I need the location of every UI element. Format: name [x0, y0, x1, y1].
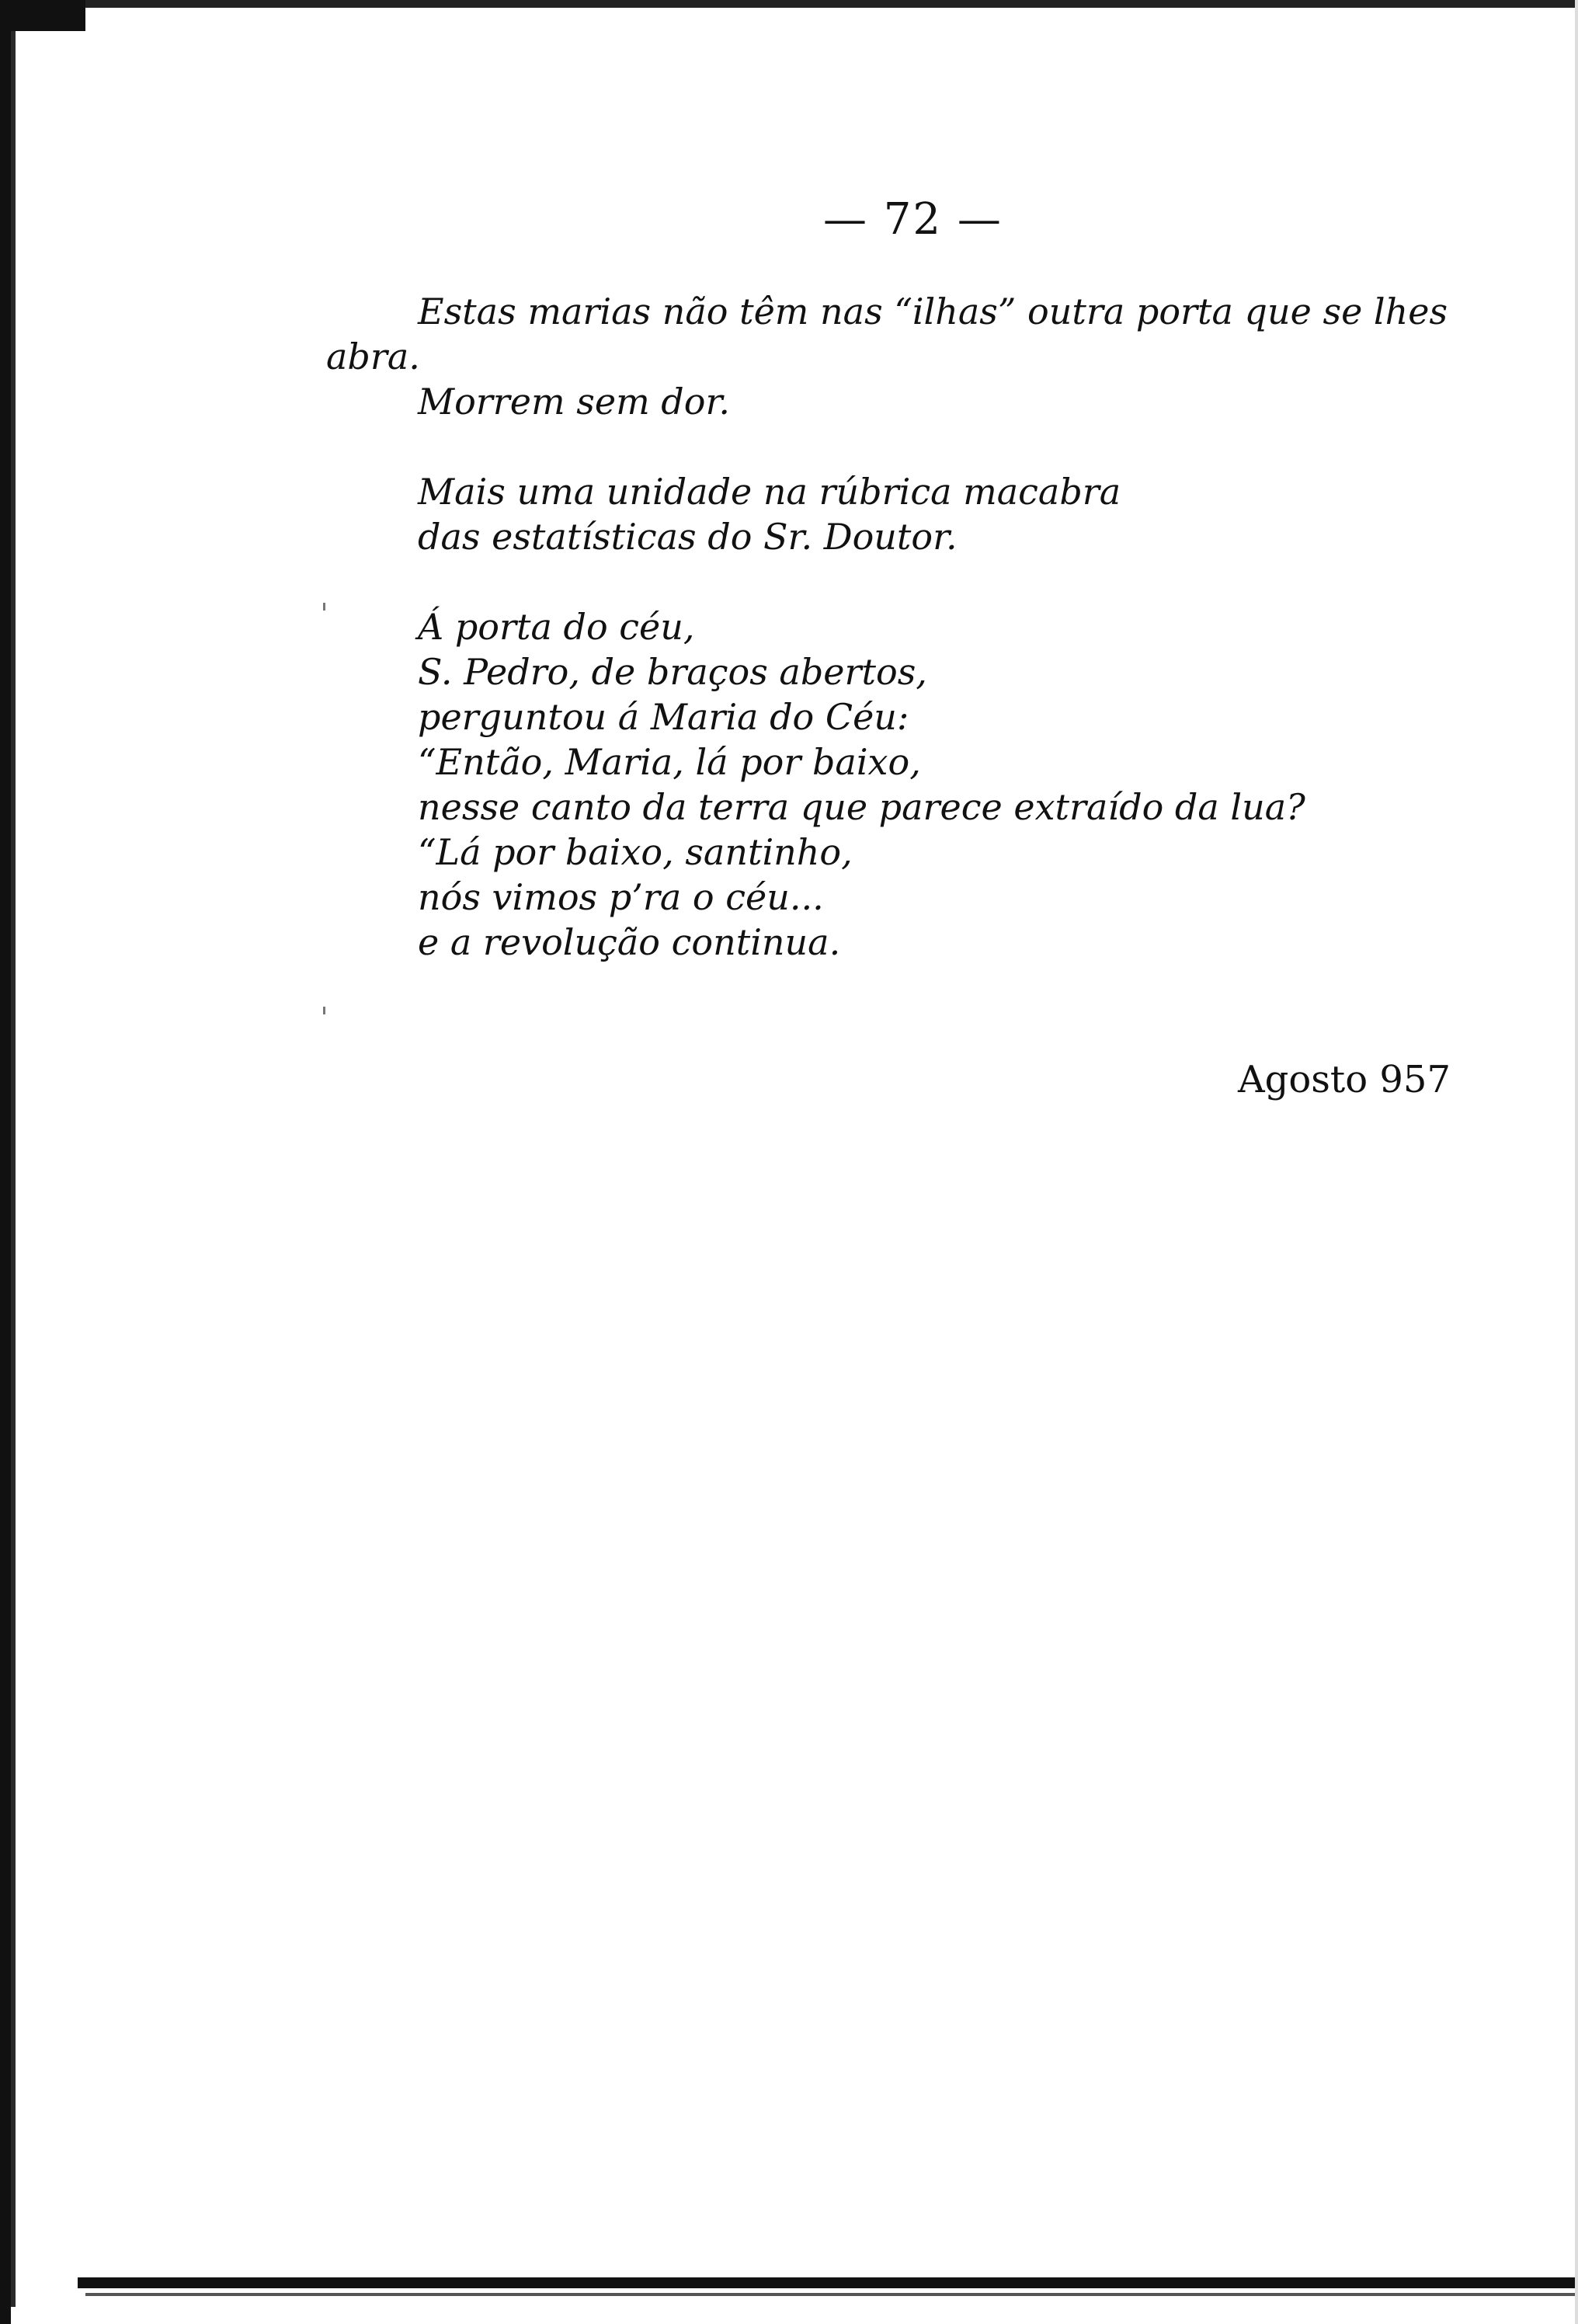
page-number: — 72 —	[823, 194, 1003, 245]
scan-border-left	[0, 0, 11, 2324]
dateline: Agosto 957	[1238, 1058, 1451, 1101]
poem-line: Estas marias não têm nas “ilhas” outra porta que se lhes	[418, 290, 1448, 332]
poem-body	[326, 289, 1545, 965]
poem-line: abra.	[326, 336, 420, 377]
poem-line: das estatísticas do Sr. Doutor.	[418, 516, 958, 558]
scan-border-bottom	[78, 2277, 1578, 2288]
stanza-gap	[326, 559, 1545, 604]
scan-border-bottom-thin	[85, 2293, 1578, 2296]
poem-line: e a revolução continua.	[418, 921, 841, 963]
poem-line: Mais uma unidade na rúbrica macabra	[418, 471, 1121, 513]
poem-line: “Lá por baixo, santinho,	[418, 831, 853, 873]
poem-line: nós vimos p’ra o céu...	[418, 876, 824, 918]
poem-line: nesse canto da terra que parece extraído da lua?	[418, 786, 1305, 828]
stanza-gap	[326, 424, 1545, 469]
scan-border-top	[0, 0, 1578, 8]
poem-line: S. Pedro, de braços abertos,	[418, 651, 927, 693]
poem-line: Á porta do céu,	[418, 606, 695, 648]
scan-border-corner	[0, 0, 85, 31]
scan-speck	[323, 1007, 325, 1014]
poem-line: “Então, Maria, lá por baixo,	[418, 741, 921, 783]
poem-line: Morrem sem dor.	[418, 381, 731, 423]
scan-border-left-inner	[11, 31, 16, 2307]
scan-speck	[323, 603, 325, 611]
scan-border-right	[1575, 0, 1578, 2324]
poem-line: perguntou á Maria do Céu:	[418, 696, 909, 738]
